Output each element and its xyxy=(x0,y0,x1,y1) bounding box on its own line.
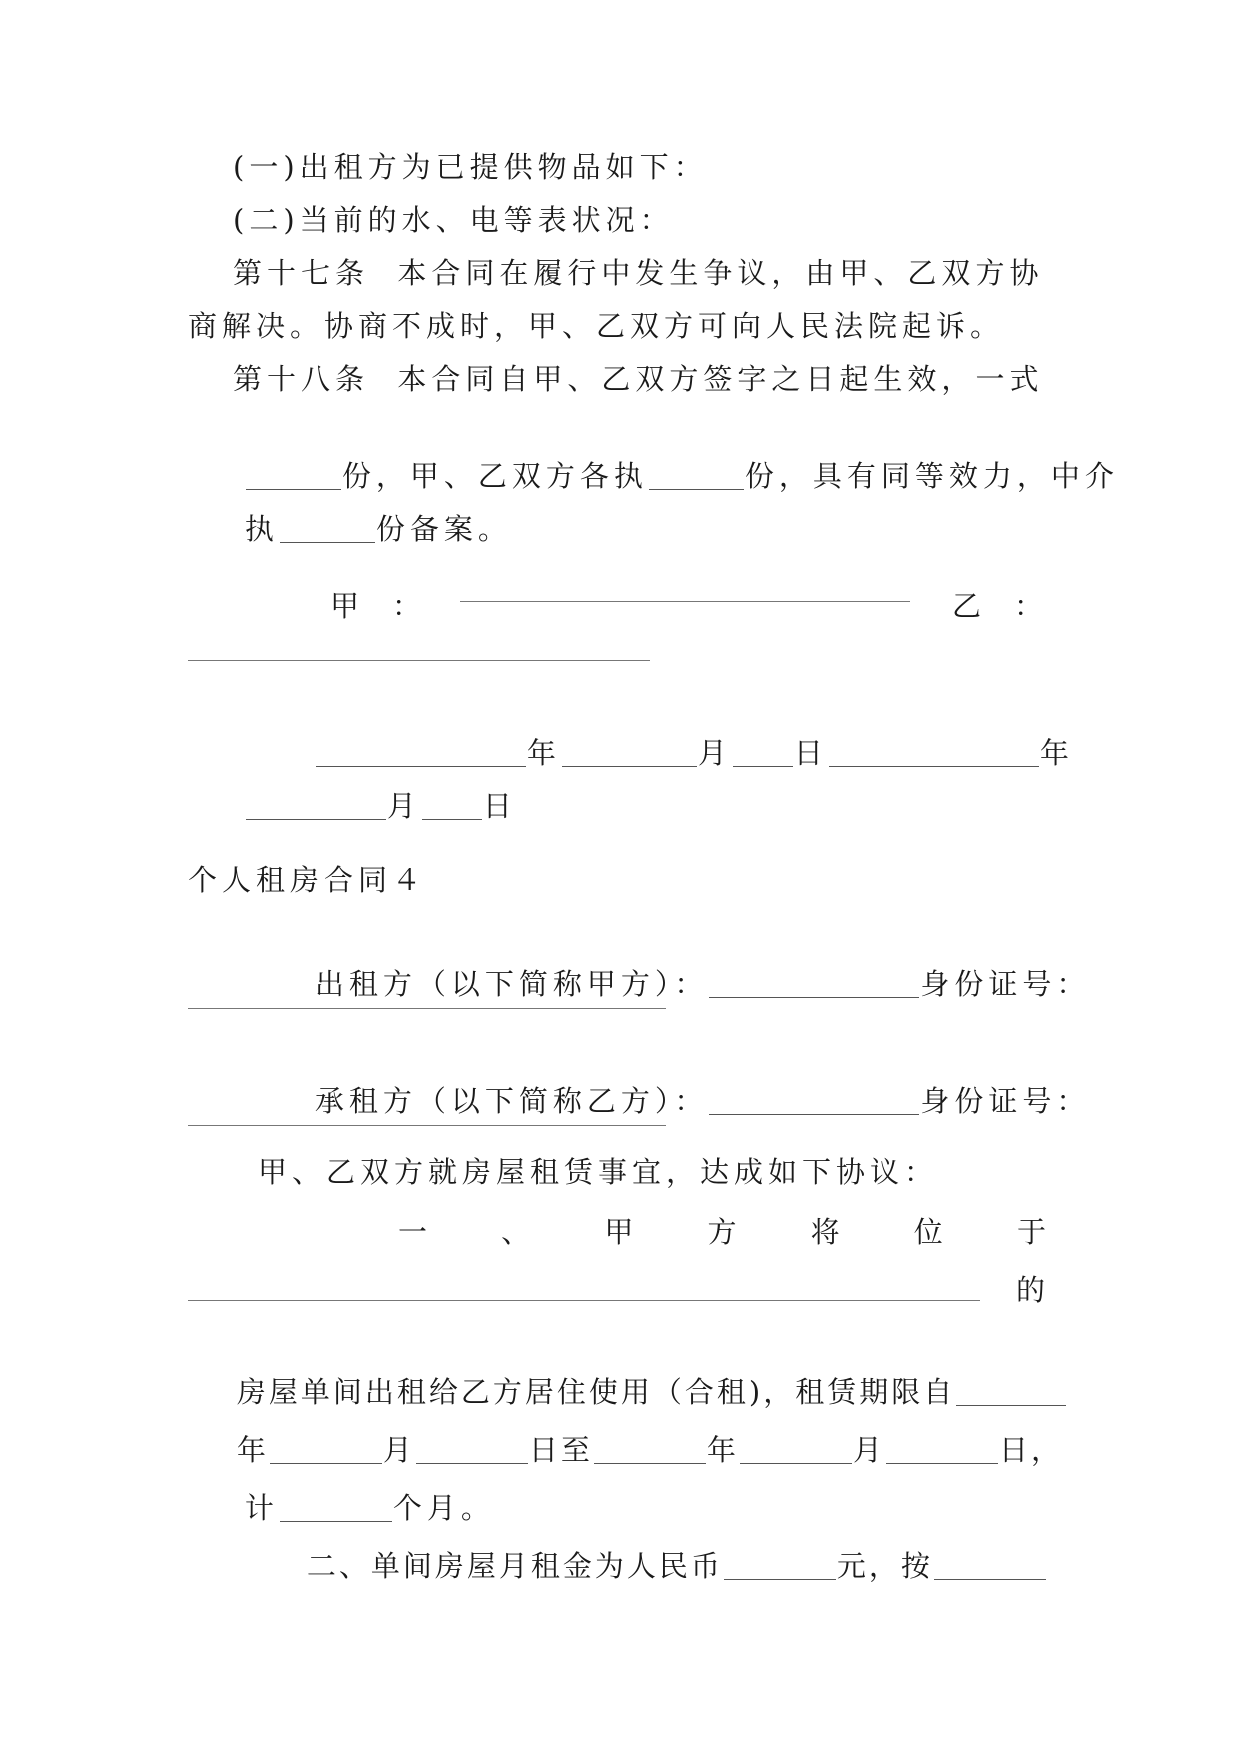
lessee-line xyxy=(258,1035,1122,1118)
blank-lessee-id xyxy=(188,1125,666,1126)
month-label: 月 xyxy=(382,1433,415,1467)
blank-property-location xyxy=(188,1300,980,1301)
lessor-line xyxy=(258,918,1122,1001)
sign-date-row2 xyxy=(188,740,1052,823)
clause-word: 于 xyxy=(1016,1215,1046,1249)
blank-lessor-id xyxy=(188,1008,666,1009)
clause-word: 方 xyxy=(707,1215,737,1249)
article-17-line2: 商解决。协商不成时，甲、乙双方可向人民法院起诉。 xyxy=(188,309,1005,343)
clause-1-line4 xyxy=(188,1384,1063,1467)
clause-word: 、 xyxy=(501,1215,531,1249)
year-label: 年 xyxy=(526,736,561,770)
year-label: 年 xyxy=(236,1433,269,1467)
blank-lessor-name xyxy=(709,969,919,998)
text-segment: 元，按 xyxy=(836,1549,933,1583)
text-segment: 个月。 xyxy=(392,1491,495,1525)
lessor-label: 出租方（以下简称甲方）： xyxy=(314,967,709,1001)
party-a-label: 甲 xyxy=(330,589,360,623)
month-label: 月 xyxy=(697,736,732,770)
text-segment: 二、单间房屋月租金为人民币 xyxy=(306,1549,723,1583)
party-b-label: 乙 xyxy=(952,589,982,623)
party-b-signature-line xyxy=(188,660,650,661)
text-segment: 日， xyxy=(998,1433,1063,1467)
text-segment: 房屋单间出租给乙方居住使用（合租)，租赁期限自 xyxy=(236,1375,956,1409)
item-meter-status: (二)当前的水、电等表状况： xyxy=(233,203,674,237)
id-label: 身份证号： xyxy=(920,1084,1091,1118)
clause-word: 将 xyxy=(810,1215,840,1249)
clause-word: 一 xyxy=(398,1215,428,1249)
party-a-signature-line xyxy=(460,601,910,602)
month-label: 月 xyxy=(852,1433,885,1467)
text-segment: 计 xyxy=(244,1491,279,1525)
text-segment: 日至 xyxy=(528,1433,593,1467)
article-18-line2 xyxy=(188,410,1119,493)
id-label: 身份证号： xyxy=(920,967,1091,1001)
clause-word: 位 xyxy=(913,1215,943,1249)
day-label: 日 xyxy=(482,789,517,823)
blank-lessee-name xyxy=(709,1086,919,1115)
article-17-line1: 第十七条 本合同在履行中发生争议，由甲、乙双方协 xyxy=(233,256,1044,290)
blank-payment-terms xyxy=(934,1551,1046,1580)
lessee-label: 承租方（以下简称乙方）： xyxy=(314,1084,709,1118)
clause-1-line3 xyxy=(188,1326,1052,1409)
clause-1-line5 xyxy=(188,1442,1052,1525)
text-segment: 份，甲、乙双方各执 xyxy=(341,459,648,493)
text-segment: 份备案。 xyxy=(375,512,512,546)
contract-title: 个人租房合同４ xyxy=(188,863,427,897)
item-provided-goods: (一)出租方为已提供物品如下： xyxy=(233,150,708,184)
year-label: 年 xyxy=(1039,736,1074,770)
clause-1-line1 xyxy=(398,1210,1046,1254)
text-segment: 份，具有同等效力，中介 xyxy=(744,459,1119,493)
blank-month-b xyxy=(246,791,386,820)
text-segment: 执 xyxy=(244,512,279,546)
clause-2-line1 xyxy=(258,1500,1058,1583)
blank-day-b xyxy=(422,791,482,820)
party-a-colon: ： xyxy=(392,589,422,623)
blank-copies-agent xyxy=(280,514,375,543)
month-label: 月 xyxy=(386,789,421,823)
year-label: 年 xyxy=(706,1433,739,1467)
clause-1-de: 的 xyxy=(1016,1273,1046,1307)
party-b-colon: ： xyxy=(1014,589,1044,623)
blank-monthly-rent xyxy=(724,1551,836,1580)
article-18-line3 xyxy=(188,463,1052,546)
clause-word: 甲 xyxy=(604,1215,634,1249)
day-label: 日 xyxy=(793,736,828,770)
agreement-intro: 甲、乙双方就房屋租赁事宜，达成如下协议： xyxy=(258,1155,939,1189)
article-18-line1: 第十八条 本合同自甲、乙双方签字之日起生效，一式 xyxy=(233,362,1044,396)
sign-date-row xyxy=(258,687,1122,770)
